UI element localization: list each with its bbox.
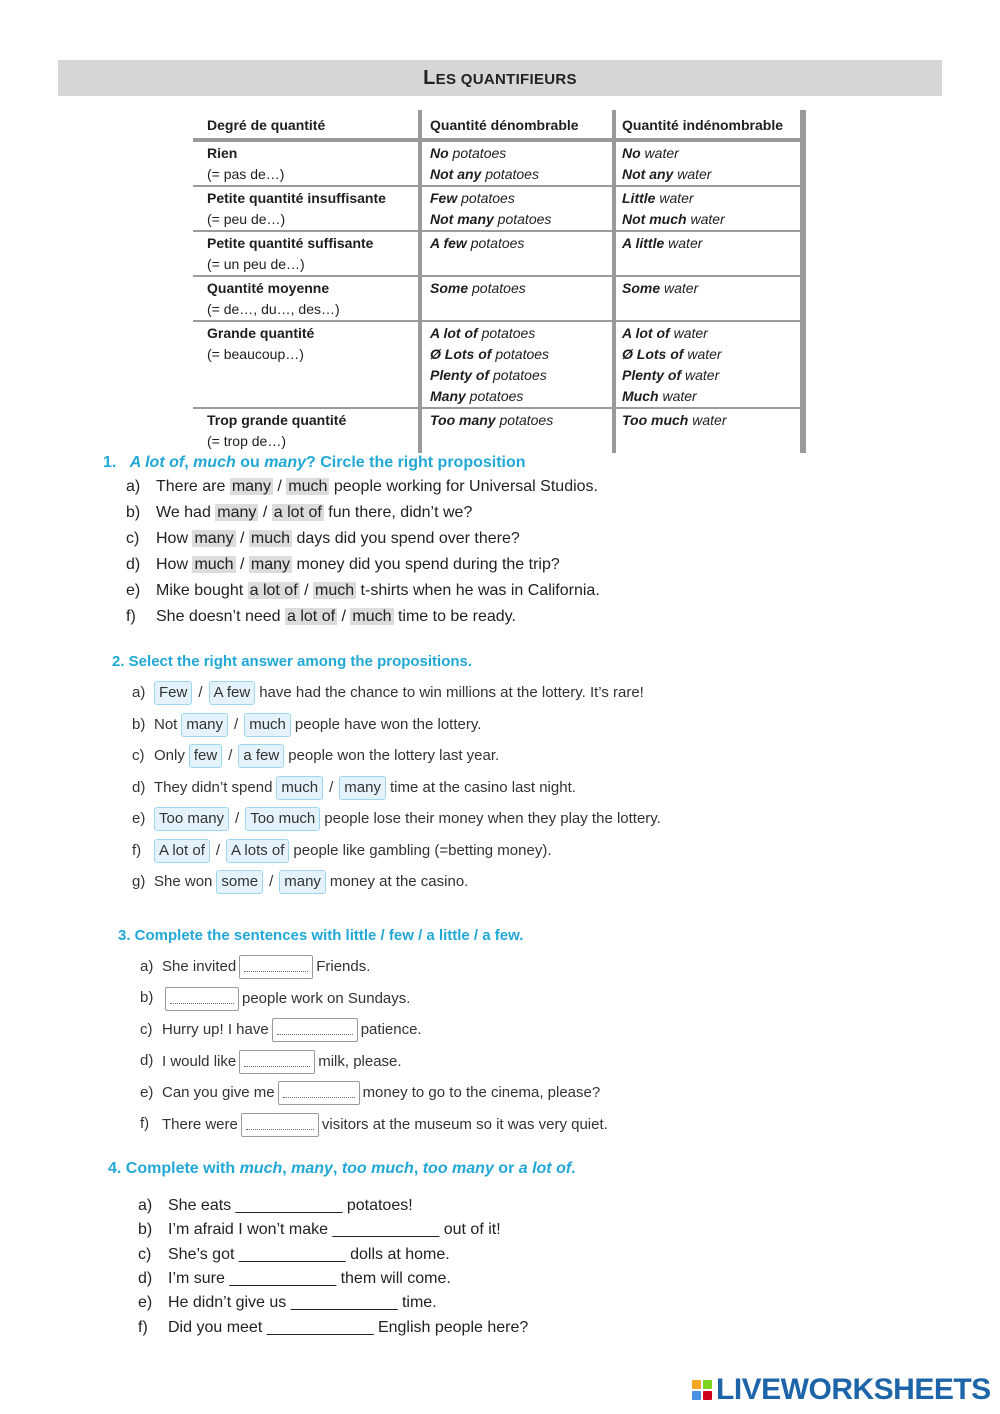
answer-input[interactable] — [239, 955, 313, 979]
degree-label: Grande quantité — [207, 325, 315, 341]
degree-cell — [193, 186, 420, 231]
answer-input[interactable] — [241, 1113, 319, 1137]
separator: / — [198, 684, 203, 701]
quantifier-word: Much — [622, 388, 659, 404]
s4-item — [138, 1197, 413, 1215]
degree-label: Trop grande quantité — [207, 412, 347, 428]
quantifier-word: Ø Lots of — [622, 346, 684, 362]
s4-item — [138, 1246, 450, 1264]
s3-item — [140, 1113, 608, 1137]
uncountable-line — [622, 143, 792, 164]
noun-word: potatoes — [448, 145, 507, 161]
sentence-end: t-shirts when he was in California. — [356, 582, 600, 599]
item-letter: b) — [126, 504, 141, 521]
option-1-box[interactable]: many — [181, 713, 228, 737]
s2-item — [132, 839, 552, 863]
option-1[interactable]: much — [194, 556, 234, 573]
sentence[interactable]: I’m sure ____________ them will come. — [168, 1269, 451, 1287]
option-2-box[interactable]: A few — [209, 681, 256, 705]
sentence-start: Only — [154, 747, 185, 764]
option-1[interactable]: many — [217, 504, 257, 521]
countable-cell — [420, 231, 614, 276]
table-row — [193, 231, 803, 276]
item-letter: f) — [138, 1318, 148, 1336]
uncountable-cell — [614, 186, 803, 231]
quantifier-table — [193, 110, 806, 453]
s4-item — [138, 1221, 501, 1239]
item-letter: a) — [138, 1197, 153, 1214]
countable-line — [430, 233, 604, 254]
quantifier-word: Some — [430, 280, 469, 296]
sentence[interactable]: She eats ____________ potatoes! — [168, 1197, 413, 1214]
degree-label: Quantité moyenne — [207, 280, 330, 296]
countable-cell — [420, 276, 614, 321]
option-2-box[interactable]: many — [339, 776, 386, 800]
quantifier-word: Many — [430, 388, 466, 404]
item-letter: c) — [138, 1245, 152, 1263]
separator: / — [329, 778, 334, 796]
countable-line — [430, 410, 604, 431]
option-1-box[interactable]: A lot of — [154, 839, 210, 863]
sentence-end: fun there, didn’t we? — [323, 504, 473, 521]
option-1[interactable]: a lot of — [249, 582, 298, 599]
table-row — [193, 140, 803, 186]
degree-sub: (= trop de…) — [207, 433, 286, 449]
degree-label: Petite quantité insuffisante — [207, 190, 386, 206]
s4-item — [138, 1294, 437, 1312]
header-countable: Quantité dénombrable — [420, 110, 614, 140]
sentence-start: How — [156, 556, 193, 573]
sentence-end: time at the casino last night. — [389, 778, 576, 796]
sentence-start: Not — [154, 715, 178, 733]
page-title: LES QUANTIFIEURS — [58, 60, 942, 96]
noun-word: water — [664, 235, 703, 251]
answer-input[interactable] — [165, 987, 239, 1011]
sentence-start: How — [156, 530, 193, 547]
separator: / — [215, 841, 221, 859]
noun-word: water — [686, 211, 725, 227]
separator: / — [235, 530, 249, 547]
quantifier-word: Little — [622, 190, 656, 206]
option-2[interactable]: much — [314, 582, 355, 599]
option-2-box[interactable]: much — [244, 713, 291, 737]
header-degree: Degré de quantité — [193, 110, 420, 140]
uncountable-line — [622, 233, 792, 254]
sentence-end: money to go to the cinema, please? — [362, 1083, 601, 1101]
item-letter: b) — [132, 715, 146, 733]
degree-sub: (= un peu de…) — [207, 256, 305, 272]
sentence-end: time to be ready. — [393, 608, 516, 625]
option-2-box[interactable]: many — [279, 870, 326, 894]
s3-item — [140, 1081, 600, 1105]
s4-item — [138, 1319, 528, 1337]
separator: / — [269, 873, 274, 890]
uncountable-line — [622, 188, 792, 209]
sentence-end: days did you spend over there? — [292, 530, 520, 547]
logo-grid-icon — [692, 1380, 712, 1400]
option-1[interactable]: a lot of — [287, 608, 336, 625]
item-letter: d) — [132, 778, 146, 796]
countable-cell — [420, 186, 614, 231]
countable-line — [430, 278, 604, 299]
sentence-start: She doesn’t need — [156, 608, 285, 625]
item-letter: e) — [132, 810, 146, 827]
noun-word: water — [669, 325, 708, 341]
quantifier-word: Not any — [622, 166, 674, 182]
uncountable-line — [622, 209, 792, 230]
quantifier-word: Not any — [430, 166, 482, 182]
uncountable-cell — [614, 231, 803, 276]
option-1[interactable]: many — [231, 478, 271, 495]
item-letter: e) — [126, 582, 141, 599]
countable-cell — [420, 321, 614, 408]
logo-text: LIVEWORKSHEETS — [716, 1373, 991, 1406]
quantifier-word: Ø Lots of — [430, 346, 492, 362]
degree-sub: (= de…, du…, des…) — [207, 301, 340, 317]
section-1-title: 1. A lot of, much ou many? Circle the right proposition — [103, 454, 526, 471]
sentence-end: people like gambling (=betting money). — [293, 841, 552, 859]
item-letter: g) — [132, 873, 146, 890]
sentence-end: milk, please. — [318, 1052, 402, 1070]
s2-item — [132, 681, 644, 705]
item-letter: a) — [126, 478, 141, 495]
noun-word: water — [683, 346, 722, 362]
item-letter: f) — [140, 1115, 150, 1133]
quantifier-word: Plenty of — [430, 367, 490, 383]
sentence-end: people won the lottery last year. — [288, 747, 500, 764]
logo-square — [692, 1391, 701, 1400]
quantifier-word: Too much — [622, 412, 689, 428]
item-letter: f) — [132, 841, 142, 859]
sentence[interactable]: I’m afraid I won’t make ____________ out of it! — [168, 1221, 501, 1239]
option-2-box[interactable]: a few — [238, 744, 284, 768]
quantifier-word: A lot of — [430, 325, 478, 341]
uncountable-line — [622, 323, 792, 344]
s1-item — [126, 504, 472, 522]
countable-cell — [420, 408, 614, 453]
noun-word: potatoes — [495, 412, 554, 428]
sentence-end: have had the chance to win millions at the lottery. It’s rare! — [259, 684, 644, 701]
noun-word: potatoes — [481, 166, 539, 182]
separator: / — [235, 556, 249, 573]
section-2-title: 2. Select the right answer among the propositions. — [112, 653, 473, 670]
sentence-end: people working for Universal Studios. — [329, 478, 598, 495]
item-letter: c) — [140, 1020, 153, 1038]
option-2[interactable]: much — [352, 608, 392, 625]
separator: / — [258, 504, 272, 521]
sentence-start: We had — [156, 504, 216, 521]
uncountable-cell — [614, 276, 803, 321]
answer-input[interactable] — [272, 1018, 358, 1042]
uncountable-line — [622, 164, 792, 185]
quantifier-word: Plenty of — [622, 367, 682, 383]
option-2[interactable]: many — [250, 556, 291, 573]
sentence[interactable]: He didn’t give us ____________ time. — [168, 1294, 437, 1312]
s3-item — [140, 1018, 422, 1042]
liveworksheets-logo — [692, 1370, 991, 1410]
noun-word: water — [673, 166, 712, 182]
s2-item — [132, 807, 661, 831]
sentence-start: Hurry up! I have — [162, 1020, 269, 1038]
sentence-start: There were — [162, 1115, 238, 1133]
noun-word: potatoes — [466, 235, 525, 251]
s3-item — [140, 1050, 402, 1074]
countable-line — [430, 344, 604, 365]
logo-square — [703, 1380, 712, 1389]
degree-sub: (= peu de…) — [207, 211, 286, 227]
quantifier-word: A little — [622, 235, 665, 251]
degree-sub: (= pas de…) — [207, 166, 285, 182]
noun-word: water — [640, 145, 679, 161]
s2-item — [132, 776, 576, 800]
option-1-box[interactable]: few — [189, 744, 222, 768]
sentence-end: people have won the lottery. — [294, 715, 482, 733]
uncountable-line — [622, 386, 792, 407]
separator: / — [228, 747, 233, 764]
countable-line — [430, 209, 604, 230]
degree-cell — [193, 408, 420, 453]
s2-item — [132, 870, 468, 894]
s3-item — [140, 987, 410, 1011]
sentence-start: There are — [156, 478, 230, 495]
degree-cell — [193, 276, 420, 321]
degree-cell — [193, 140, 420, 186]
uncountable-cell — [614, 321, 803, 408]
option-1-box[interactable]: some — [216, 870, 263, 894]
degree-label: Rien — [207, 145, 238, 161]
sentence-end: money at the casino. — [329, 873, 469, 890]
option-2[interactable]: much — [288, 478, 328, 495]
option-2[interactable]: a lot of — [273, 504, 322, 521]
section-4-title: 4. Complete with much, many, too much, too many or a lot of. — [108, 1160, 576, 1177]
quantifier-word: Some — [622, 280, 661, 296]
noun-word: potatoes — [491, 346, 550, 362]
noun-word: water — [681, 367, 720, 383]
s1-item — [126, 530, 520, 548]
s1-item — [126, 582, 600, 600]
item-letter: b) — [138, 1221, 153, 1239]
quantifier-word: Not much — [622, 211, 687, 227]
item-letter: b) — [140, 989, 154, 1007]
item-letter: d) — [138, 1269, 153, 1287]
countable-line — [430, 386, 604, 407]
table-row — [193, 408, 803, 453]
noun-word: potatoes — [457, 190, 515, 206]
item-letter: a) — [140, 957, 154, 975]
s4-item — [138, 1270, 451, 1288]
option-2[interactable]: much — [250, 530, 291, 547]
sentence-end: patience. — [360, 1020, 422, 1038]
table-row — [193, 186, 803, 231]
degree-cell — [193, 231, 420, 276]
s1-item — [126, 608, 516, 626]
degree-label: Petite quantité suffisante — [207, 235, 374, 251]
noun-word: water — [688, 412, 727, 428]
logo-square — [692, 1380, 701, 1389]
uncountable-line — [622, 344, 792, 365]
item-letter: c) — [126, 530, 140, 547]
uncountable-line — [622, 278, 792, 299]
item-letter: d) — [126, 556, 141, 573]
uncountable-cell — [614, 140, 803, 186]
noun-word: potatoes — [465, 388, 524, 404]
quantifier-word: No — [430, 145, 449, 161]
quantifier-word: A few — [430, 235, 467, 251]
sentence-start: Mike bought — [156, 582, 248, 599]
countable-line — [430, 164, 604, 185]
separator: / — [337, 608, 351, 625]
uncountable-line — [622, 410, 792, 431]
s1-item — [126, 478, 598, 496]
sentence-end: people work on Sundays. — [242, 989, 411, 1007]
s2-item — [132, 713, 481, 737]
s1-item — [126, 556, 560, 574]
sentence-end: money did you spend during the trip? — [292, 556, 560, 573]
option-2-box[interactable]: A lots of — [226, 839, 289, 863]
item-letter: e) — [138, 1294, 153, 1312]
answer-input[interactable] — [239, 1050, 315, 1074]
sentence-start: They didn’t spend — [154, 778, 273, 796]
option-1-box[interactable]: Too many — [154, 807, 229, 831]
sentence-start: She won — [154, 873, 213, 890]
uncountable-line — [622, 365, 792, 386]
sentence[interactable]: Did you meet ____________ English people here? — [168, 1318, 529, 1336]
option-1[interactable]: many — [194, 530, 234, 547]
noun-word: water — [655, 190, 694, 206]
noun-word: potatoes — [489, 367, 547, 383]
noun-word: potatoes — [493, 211, 552, 227]
sentence-end: Friends. — [316, 957, 371, 975]
option-1-box[interactable]: much — [276, 776, 323, 800]
quantifier-word: A lot of — [622, 325, 670, 341]
s3-item — [140, 955, 370, 979]
item-letter: c) — [132, 747, 145, 764]
option-1-box[interactable]: Few — [154, 681, 192, 705]
separator: / — [272, 478, 287, 495]
section-3-title: 3. Complete the sentences with little / few / a little / a few. — [118, 927, 524, 944]
answer-input[interactable] — [278, 1081, 360, 1105]
noun-word: potatoes — [477, 325, 536, 341]
separator: / — [299, 582, 313, 599]
sentence-end: people lose their money when they play the lottery. — [324, 810, 661, 827]
quantifier-word: No — [622, 145, 641, 161]
sentence-start: I would like — [162, 1052, 237, 1070]
table-row — [193, 321, 803, 408]
table-row — [193, 276, 803, 321]
sentence[interactable]: She’s got ____________ dolls at home. — [168, 1245, 450, 1263]
sentence-start: She invited — [162, 957, 237, 975]
countable-cell — [420, 140, 614, 186]
item-letter: e) — [140, 1083, 154, 1101]
separator: / — [235, 810, 240, 827]
sentence-end: visitors at the museum so it was very quiet. — [321, 1115, 608, 1133]
logo-square — [703, 1391, 712, 1400]
quantifier-word: Not many — [430, 211, 494, 227]
option-2-box[interactable]: Too much — [245, 807, 320, 831]
noun-word: water — [660, 280, 699, 296]
countable-line — [430, 323, 604, 344]
item-letter: a) — [132, 684, 146, 701]
quantifier-word: Few — [430, 190, 458, 206]
separator: / — [234, 715, 239, 733]
degree-cell — [193, 321, 420, 408]
header-uncountable: Quantité indénombrable — [614, 110, 803, 140]
countable-line — [430, 188, 604, 209]
s2-item — [132, 744, 499, 768]
countable-line — [430, 365, 604, 386]
degree-sub: (= beaucoup…) — [207, 346, 304, 362]
table-header-row — [193, 110, 803, 140]
sentence-start: Can you give me — [162, 1083, 275, 1101]
item-letter: d) — [140, 1052, 154, 1070]
quantifier-word: Too many — [430, 412, 496, 428]
noun-word: potatoes — [468, 280, 526, 296]
countable-line — [430, 143, 604, 164]
item-letter: f) — [126, 608, 136, 625]
uncountable-cell — [614, 408, 803, 453]
noun-word: water — [658, 388, 697, 404]
